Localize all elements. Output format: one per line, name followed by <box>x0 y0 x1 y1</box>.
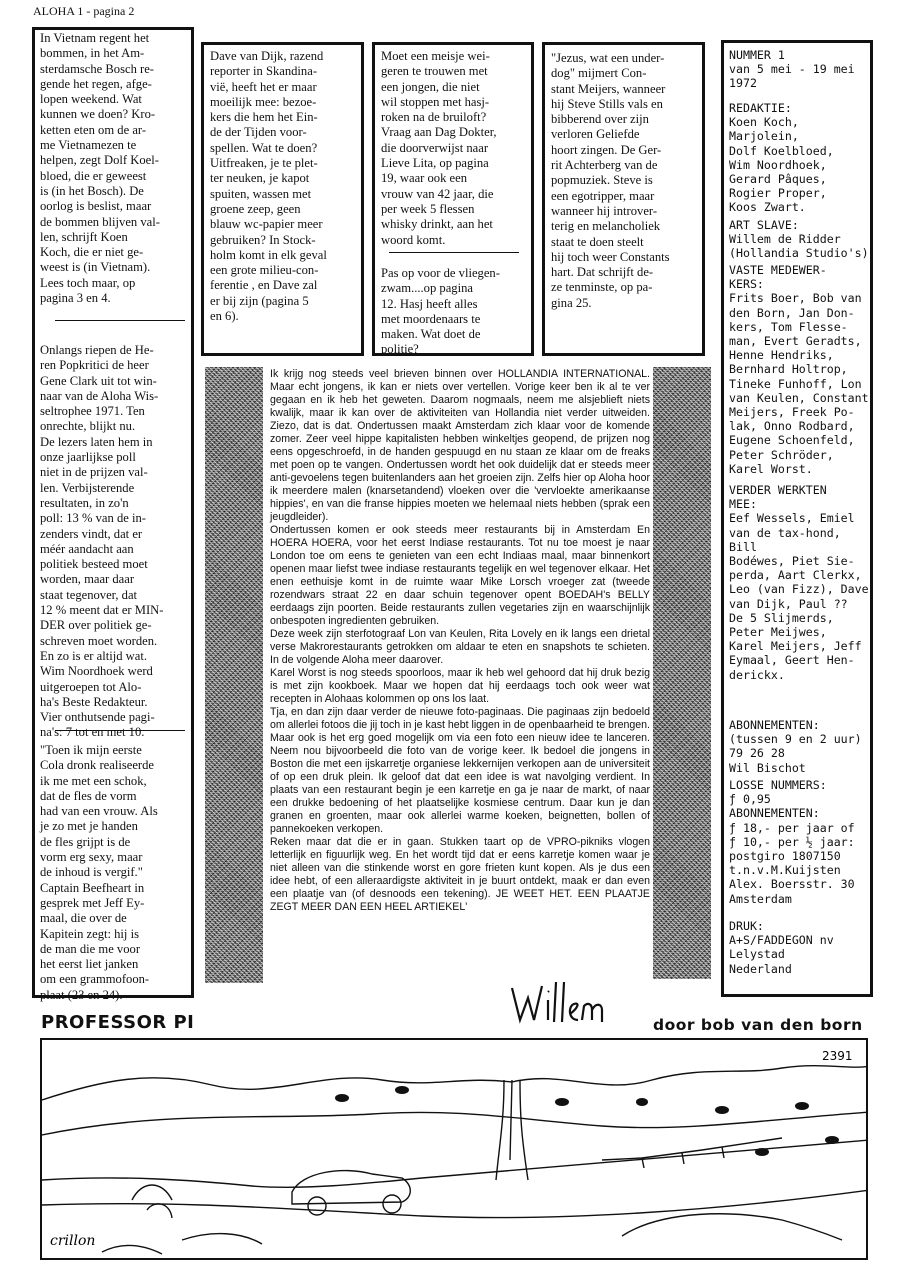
hatched-bar-right <box>653 367 711 979</box>
comic-title: PROFESSOR PI <box>41 1012 195 1033</box>
redaktie-list: REDAKTIE: Koen Koch, Marjolein, Dolf Koelbloed, Wim Noordhoek, Gerard Pâques, Rogier Proper, Koos Zwart. <box>729 101 834 215</box>
vaste-medewerkers: VASTE MEDEWER- KERS: Frits Boer, Bob van den Born, Jan Don- kers, Tom Flesse- man, Evert Geradts, Henne Hendriks, Bernhard Holtrop, Tineke Funhoff, Lon van Keulen, Constant Meijers, Freek Po- lak, Onno Rodbard, Eugene Schoenfeld, Peter Schröder, Karel Worst. <box>729 263 869 476</box>
verder-werkten-mee: VERDER WERKTEN MEE: Eef Wessels, Emiel van de tax-hond, Bill Bodéwes, Piet Sie- perda, Aart Clerkx, Leo (van Fizz), Dave van Dijk, Paul ?? De 5 Slijmerds, Peter Meijwes, Karel Meijers, Jeff Eymaal, Geert Hen- derickx. <box>729 483 869 682</box>
column-1-box <box>32 27 194 1002</box>
dag-dokter-blurb: Moet een meisje wei- geren te trouwen met een jongen, die niet wil stoppen met hasj- roken na de bruiloft? Vraag aan Dag Dokter, die doorverwijst naar Lieve Lita, op pagina 19, waar ook een vrouw van 42 jaar, die per week 5 flessen whisky drinkt, aan het woord komt. <box>381 49 497 247</box>
vliegenzwam-blurb: Pas op voor de vliegen- zwam....op pagina 12. Hasj heeft alles met moordenaars te maken. Wat doet de politie? <box>381 266 500 357</box>
divider <box>389 252 519 253</box>
issue-info: NUMMER 1 van 5 mei - 19 mei 1972 <box>729 48 855 91</box>
hatched-bar-left <box>205 367 263 983</box>
column-4-box <box>542 42 705 356</box>
losse-nummers: LOSSE NUMMERS: ƒ 0,95 ABONNEMENTEN: ƒ 18,- per jaar of ƒ 10,- per ½ jaar: postgiro 1807150 t.n.v.M.Kuijsten Alex. Boersstr. 30 Amsterdam <box>729 778 855 906</box>
art-slave: ART SLAVE: Willem de Ridder (Hollandia Studio's) <box>729 218 869 261</box>
divider <box>55 320 185 321</box>
comic-signature: crillon <box>50 1233 96 1249</box>
comic-panel <box>40 1038 868 1260</box>
masthead-box <box>721 40 873 997</box>
column-2-box <box>201 42 364 356</box>
divider <box>55 730 185 731</box>
poll-blurb: Onlangs riepen de He- ren Popkritici de heer Gene Clark uit tot win- naar van de Aloha Wis- seltrophee 1971. Ten onrechte, blijkt nu. De lezers laten hem in onze jaarlijkse poll niet in de prijzen val- len. Verbijsterende resultaten, in zo'n poll: 13 % van de in- zenders vindt, dat er méér aandacht aan politiek besteed moet worden, maar daar staat tegenover, dat 12 % meent dat er MIN- DER over politiek ge- schreven moet worden. En zo is er altijd wat. Wim Noordhoek werd uitgeroepen tot Alo- ha's Beste Redakteur. Vier onthutsende pagi- na's: 7 tot en met 10. <box>40 343 164 740</box>
signature-willem <box>508 978 628 1030</box>
comic-drawing <box>42 1040 868 1260</box>
druk-info: DRUK: A+S/FADDEGON nv Lelystad Nederland <box>729 919 834 976</box>
page-header: ALOHA 1 - pagina 2 <box>33 4 135 18</box>
comic-byline: door bob van den born <box>653 1016 863 1034</box>
beefheart-blurb: "Toen ik mijn eerste Cola dronk realiseerde ik me met een schok, dat de fles de vorm had van een vrouw. Als je zo met je handen de fles grijpt is de vorm erg sexy, maar de inhoud is vergif." Captain Beefheart in gesprek met Jeff Ey- maal, die over de Kapitein zegt: hij is de man die me voor het eerst liet janken om een grammofoon- plaat (23 en 24). <box>40 743 158 1002</box>
stills-blurb: "Jezus, wat een under- dog" mijmert Con- stant Meijers, wanneer hij Steve Stills vals en bibberend over zijn verloren Geliefde hoort zingen. De Ger- rit Achterberg van de popmuziek. Steve is een egotripper, maar wanneer hij introver- terig en melancholiek staat te doen steelt hij toch weer Constants hart. Dat schrijft de- ze tenminste, op pa- gina 25. <box>551 51 670 310</box>
dave-blurb: Dave van Dijk, razend reporter in Skandina- vië, heeft het er maar moeilijk mee: bezoe- kers die hem het Ein- de der Tijden voor- spellen. Wat te doen? Uitfreaken, je te plet- ter neuken, je kapot spuiten, wassen met groene zeep, geen blauw wc-papier meer gebruiken? In Stock- holm komt in elk geval een grote milieu-con- ferentie , en Dave zal er bij zijn (pagina 5 en 6). <box>210 49 327 324</box>
column-3-box <box>372 42 534 356</box>
comic-number: 2391 <box>822 1049 853 1063</box>
abonnementen-phone: ABONNEMENTEN: (tussen 9 en 2 uur) 79 26 28 Wil Bischot <box>729 718 862 775</box>
willem-article: Ik krijg nog steeds veel brieven binnen over HOLLANDIA INTERNATIONAL. Maar echt jongens, ik kan er niets over vertellen. Vorige keer ben ik al te ver gegaan en ik heb het geweten. Daarom nogmaals, neem me alsjeblieft niets kwalijk, maar ik kan over de aktiviteiten van Hollandia niet verder uitweiden. Ziezo, dat is dat. Ondertussen maakt Amsterdam zich klaar voor de komende zomer. Zeer veel hippe kapitalisten hebben winkeltjes geopend, de prijzen nog eens opgeschroefd, in de handen gespuugd en nu staan ze klaar om de freaks met poen op te vangen. Ondertussen wordt het ook duidelijk dat er steeds meer anti-gevoelens tegen buitenlanders aan het groeien zijn. Zelfs hier op Aloha hoor ik meerdere malen (knarsetandend) vloeken over die 'vervloekte amerikaanse hippies', en van die franse hippies moeten we helemaal niets hebben (sprak een jeugdleider). Ondertussen komen er ook steeds meer restaurants bij in Amsterdam En HOERA HOERA, voor het eerst Indiase restaurants. Tot nu toe moest je naar London toe om eens te genieten van een echt Indiaas maal, maar binnenkort openen maar liefst twee indiase restaurants tegelijk en wel tegenover elkaar. Het enen eethuisje komt in de ruimte waar Mike Lorsch vroeger zat (tweede rozendwars straat 22 en daar schuin tegenover opent BOEDAH's BELLY eerdaags zijn poorten. Beide restaurants zullen vegetaries zijn en waarschijnlijk onbespoten ingredienten gebruiken. Deze week zijn sterfotograaf Lon van Keulen, Rita Lovely en ik langs een drietal verse Makrorestaurants getrokken om aldaar te eten en snapshots te schieten. In de volgende Aloha meer daarover. Karel Worst is nog steeds spoorloos, maar ik heb wel gehoord dat hij druk bezig is met zijn kookboek. Maar we hopen dat hij eerdaags toch ook weer wat recepten in Alohaas kolommen op ons los laat. Tja, en dan zijn daar verder de nieuwe foto-paginaas. Die paginaas zijn bedoeld om allerlei fotoos die jij toch in je kast hebt liggen in de openbaarheid te brengen. Maar ook is het erg goed mogelijk om via een foto een nieuw idee te lanceren. Neem nou bijvoorbeeld die foto van de vorige keer. Ik bedoel die jongens in Boston die met een ijskarretje organiese lekkernijen verkopen aan de universiteit of op een druk plein. Ik geloof dat dat een idee is wat navolging verdient. In plaats van een restaurant begin je een karretje en ga je naar de markt, of naar een drukke bedoening of het plaatselijke kosmiese centrum. Daar kun je dan granen en groenten, maar ook allerlei warme koeken, beignetten, bollen of pannekoeken verkopen. Reken maar dat die er in gaan. Stukken taart op de VPRO-pikniks vlogen letterlijk en figuurlijk weg. En het wordt tijd dat er eens karretje komen waar je niet alleen van die stinkende worst en gore frieten kunt kopen. Als je dus een idee hebt, of een alleraardigste aktiviteit in je buurt ontdekt, maak er dan even een plaatje van (of desnoods een tekening). JE WEET HET. EEN PLAATJE ZEGT MEER DAN EEN HEEL ARTIEKEL' <box>270 368 650 913</box>
vietnam-blurb: In Vietnam regent het bommen, in het Am- sterdamsche Bosch re- gende het regen, afge- lopen weekend. Wat kunnen we doen? Kro- ketten eten om de ar- me Vietnamezen te helpen, zegt Dolf Koel- bloed, die er geweest is (in het Bosch). De oorlog is beslist, maar de bommen blijven val- len, schrijft Koen Koch, die er niet ge- weest is (in Vietnam). Lees toch maar, op pagina 3 en 4. <box>40 31 160 306</box>
